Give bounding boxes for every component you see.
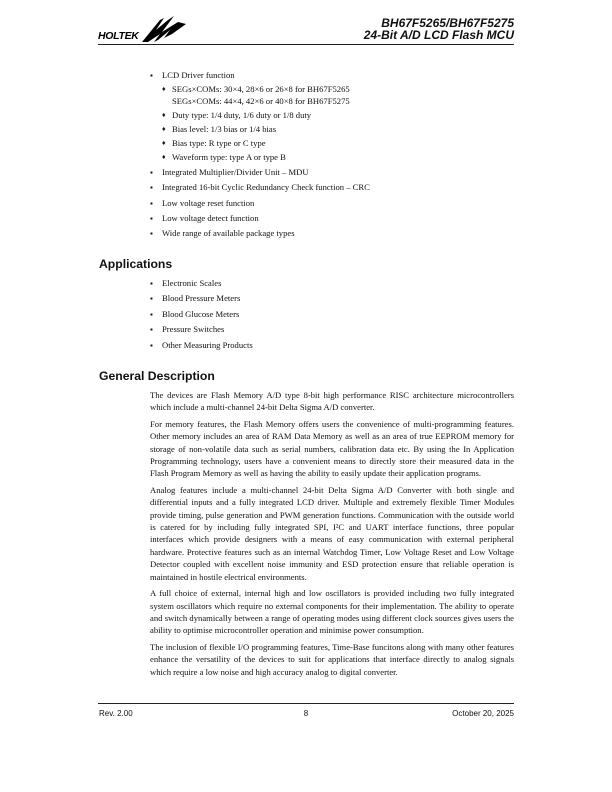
- lcd-sub-item: ♦ Bias level: 1/3 bias or 1/4 bias: [162, 124, 277, 134]
- feature-item: ▪ Integrated 16-bit Cyclic Redundancy Check function – CRC: [150, 182, 370, 192]
- header-divider: [98, 44, 514, 45]
- svg-text:HOLTEK: HOLTEK: [98, 30, 139, 42]
- lcd-sub-item: ♦ SEGs×COMs: 30×4, 28×6 or 26×8 for BH67F5265: [162, 84, 350, 94]
- paragraph: A full choice of external, internal high and low oscillators is provided including two fully integrated system oscillators which require no external components for their implementation. The ability to operate and switch dynamically between a range of operating modes using different clock sources gives users the ability to optimise microcontroller operation and minimise power consumption.: [150, 588, 514, 636]
- holtek-logo: [98, 14, 188, 44]
- footer-revision: Rev. 2.00: [99, 709, 133, 718]
- application-item: ▪ Blood Glucose Meters: [150, 309, 240, 319]
- paragraph: The inclusion of flexible I/O programming features, Time-Base funcitons along with many other features enhance the versatility of the devices to suit for applications that interface directly to analog signals which require a low noise and high accuracy analog to digital converter.: [150, 641, 514, 677]
- footer-page-number: 8: [303, 709, 309, 718]
- feature-item: ▪ Low voltage detect function: [150, 213, 259, 223]
- lcd-sub-item: ♦ Waveform type: type A or type B: [162, 152, 286, 162]
- feature-item: ▪ Wide range of available package types: [150, 228, 295, 238]
- applications-heading: Applications: [99, 257, 173, 271]
- feature-item: ▪ Integrated Multiplier/Divider Unit – MDU: [150, 167, 309, 177]
- feature-item: ▪ Low voltage reset function: [150, 198, 255, 208]
- paragraph: For memory features, the Flash Memory offers users the convenience of multi-programming features. Other memory includes an area of RAM Data Memory as well as an area of true EEPROM memory for storage of non-volatile data such as serial numbers, calibration data etc. By using the In Application Programming technology, users have a convenient means to directly store their measured data in the Flash Program Memory as well as having the ability to easily update their application programs.: [150, 418, 514, 479]
- paragraph: The devices are Flash Memory A/D type 8-bit high performance RISC architecture microcontrollers which include a multi-channel 24-bit Delta Sigma A/D converter.: [150, 390, 514, 413]
- feature-item: ▪ LCD Driver function: [150, 70, 235, 80]
- lcd-sub-item: ♦ Duty type: 1/4 duty, 1/6 duty or 1/8 duty: [162, 110, 312, 120]
- header-subtitle: 24-Bit A/D LCD Flash MCU: [363, 28, 514, 42]
- footer-date: October 20, 2025: [452, 709, 514, 718]
- general-description-body: [150, 389, 514, 682]
- application-item: ▪ Other Measuring Products: [150, 340, 253, 350]
- general-description-heading: General Description: [99, 369, 215, 383]
- header-part-numbers: BH67F5265/BH67F5275: [381, 16, 514, 30]
- application-item: ▪ Pressure Switches: [150, 324, 225, 334]
- footer-divider: [98, 703, 514, 704]
- lcd-sub-item: ♦ Bias type: R type or C type: [162, 138, 266, 148]
- paragraph: Analog features include a multi-channel 24-bit Delta Sigma A/D Converter with both single and differential inputs and a fully integrated LCD driver. Multiple and extremely flexible Timer Modules provide timing, pulse generation and PWM generation functions. Communication with the outside world is catered for by including fully integrated SPI, I²C and UART interface functions, three popular interfaces which provide designers with a means of easy communication with external peripheral hardware. Protective features such as an internal Watchdog Timer, Low Voltage Reset and Low Voltage Detector coupled with excellent noise immunity and ESD protection ensure that reliable operation is maintained in hostile electrical environments.: [150, 484, 514, 582]
- application-item: ▪ Blood Pressure Meters: [150, 293, 241, 303]
- lcd-sub-item: SEGs×COMs: 44×4, 42×6 or 40×8 for BH67F5275: [172, 96, 350, 106]
- application-item: ▪ Electronic Scales: [150, 278, 222, 288]
